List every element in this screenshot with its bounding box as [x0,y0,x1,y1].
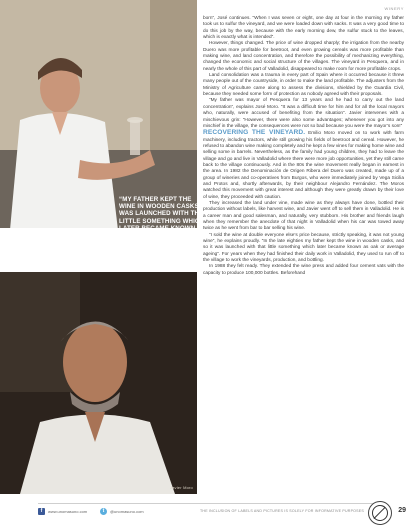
article-paragraph: In 1988 they felt ready. They extended the wine press and added four cement vats with the capacity to produce 100,000 bottles. Beforehand [203,264,404,276]
article-paragraph: However, things changed. The price of wine dropped sharply; the irrigation from the nearby Duero was more profitable for beetroot, and even growing cereals was more profitable than making wine, and land concentration, and therefore the possibility of mechanizing everything, changed the economic and social structure of the villages. The vineyard in Pesquera, and in nearly the whole of this part of Valladolid, disappeared to make room for more profitable crops. [203,41,404,72]
article-paragraph: “My father was mayor of Pesquera for 13 years and he had to carry out the land concentration”, explains José Moro. “It was a difficult time for him and for all the local mayors who, naturally, were accused of benefiting from the situation”. Javier intervenes with a mischievous grin: “However, there were also some advantages; whenever you got into any mischief in the village, the consequences were not so bad because you were the mayor’s son!” [203,98,404,129]
facebook-link[interactable] [38,508,87,515]
pull-quote: “MY FATHER KEPT THE WINE IN WOODEN CASKS. IT WAS LAUNCHED WITH THAT LITTLE SOMETHING WHICH LATER BECAME KNOWN AS OAK OR AVERAGE AGEING”. [119,196,209,240]
prohibition-sign-icon [372,505,388,521]
article-paragraph-with-subhead [203,130,404,201]
photo-credit: Javier Moro [169,485,193,490]
facebook-icon: f [38,508,45,515]
photo-bottom-illustration [0,272,197,494]
facebook-label: www.unomasuno.com [48,509,88,514]
footer-divider [38,503,378,504]
article-paragraph: born”, José continues. “When I was seven or eight, one day at four in the morning my father took us to sulfur the vineyard, and we were loaded down with sacks. It was a very good time to do this job by the way, because with the early morning dew, the sulfur stuck to the leaves, which is exactly what is intended”. [203,16,404,41]
page-number: 29 [398,507,406,514]
page-footer [0,500,416,524]
twitter-icon: t [100,508,107,515]
footer-disclaimer: THE INCLUSION OF LABELS AND PICTURES IS SOLELY FOR INFORMATIVE PURPOSES [200,509,364,513]
article-paragraph-text: Emilio Moro moved on to work with farm machinery, including tractors, while still growing his fields of beetroot and cereal. However, he refused to abandon wine making completely and he kept a few vines for making home wine and selling some in barrels. Nevertheless, as the family had young children, they had to leave the village and go and live in Valladolid where there were more job opportunities, yet they still came back to the village continuously. And in the 80s the wine movement really began in earnest in the area. In 1982 the Denominación de Origen Ribera del Duero was created, made up of a group of wineries and co-operatives from Burgos, who were immediately joined by Vega Sicilia and Protos and, shortly afterwards, by their neighbour Alejandro Fernández. The Moros watched this movement with great interest and although they were greatly drawn by their love of wine, they proceeded with caution. [203,131,404,200]
twitter-link[interactable] [100,508,144,515]
article-paragraph: Land consolidation was a trauma in every part of Spain where it occurred because it threw many people out of the countryside, in order to make the land profitable. The adjusters from the Ministry of Agriculture came along to assess the divisions, shielded by the Guardia Civil, because they needed some form of protection as nobody agreed with their proposals. [203,73,404,98]
subhead-recovering-vineyard: RECOVERING THE VINEYARD. [203,129,306,137]
photo-man-portrait [0,272,197,494]
photo-top-illustration [0,0,197,228]
article-paragraph: “I sold the wine at double everyone else’s price because, strictly speaking, it was not young wine”, he explains proudly. “In the late eighties my father kept the wine in wooden casks, and so it was launched with that little something which later became known as oak or average ageing”. For years when they had finished their daily work in Valladolid, they used to run off to the village to work the vineyards, production, and bottling. [203,232,404,264]
photo-man-white-shirt [0,0,197,228]
article-paragraph: They increased the land under vine, made wine as they always have done, bottled their production without labels, like harvest wine, and Javier went off to sell them in Valladolid. He is a career man and good salesman, and naturally, very stubborn. His brother and friends laugh when they remember the anecdote of that night in Valladolid when his car was towed away twice as he went from bar to bar selling his wine. [203,200,404,232]
no-drink-drive-badge-icon [368,501,392,525]
section-label: WINERY [384,6,404,11]
article-body [203,16,404,277]
twitter-label: @unomasuno.com [110,509,144,514]
